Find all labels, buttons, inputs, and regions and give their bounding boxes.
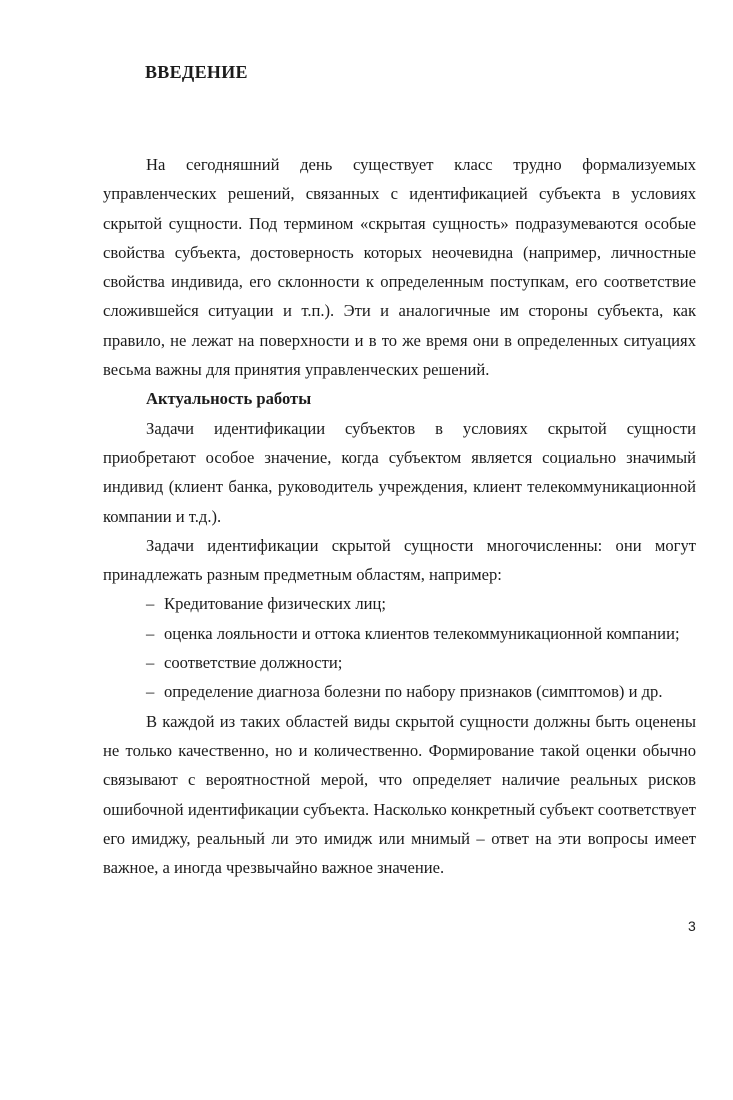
section-subheading: Актуальность работы — [146, 389, 312, 409]
paragraph-closing: В каждой из таких областей виды скрытой сущности должны быть оценены не только качественно, но и количественно. Формирование такой оценки обычно связывают с вероятностной мерой, что определяет наличие реальных рисков ошибочной идентификации субъекта. Насколько конкретный субъект соответствует его имиджу, реальный ли это имидж или мнимый – ответ на эти вопросы имеет важное, а иногда чрезвычайно важное значение. — [103, 711, 696, 878]
page-title: ВВЕДЕНИЕ — [145, 62, 248, 82]
list-item: – Кредитование физических лиц; — [146, 589, 696, 618]
list-item: – оценка лояльности и оттока клиентов телекоммуникационной компании; — [146, 619, 696, 648]
page-number: 3 — [688, 918, 696, 934]
examples-list — [103, 589, 696, 706]
paragraph-actuality-1: Задачи идентификации субъектов в условиях скрытой сущности приобретают особое значение, когда субъектом является социально значимый индивид (клиент банка, руководитель учреждения, клиент телекоммуникационной компании и т.д.). — [103, 418, 696, 526]
paragraph-intro: На сегодняшний день существует класс трудно формализуемых управленческих решений, связанных с идентификацией субъекта в условиях скрытой сущности. Под термином «скрытая сущность» подразумеваются особые свойства субъекта, достоверность которых неочевидна (например, личностные свойства индивида, его склонности к определенным поступкам, его соответствие сложившейся ситуации и т.п.). Эти и аналогичные им стороны субъекта, как правило, не лежат на поверхности и в то же время они в определенных ситуациях весьма важны для принятия управленческих решений. — [103, 155, 696, 380]
document-body — [103, 150, 696, 882]
list-item: – соответствие должности; — [146, 648, 696, 677]
paragraph-actuality-2: Задачи идентификации скрытой сущности многочисленны: они могут принадлежать разным предметным областям, например: — [103, 535, 696, 585]
list-item: – определение диагноза болезни по набору признаков (симптомов) и др. — [146, 677, 696, 706]
